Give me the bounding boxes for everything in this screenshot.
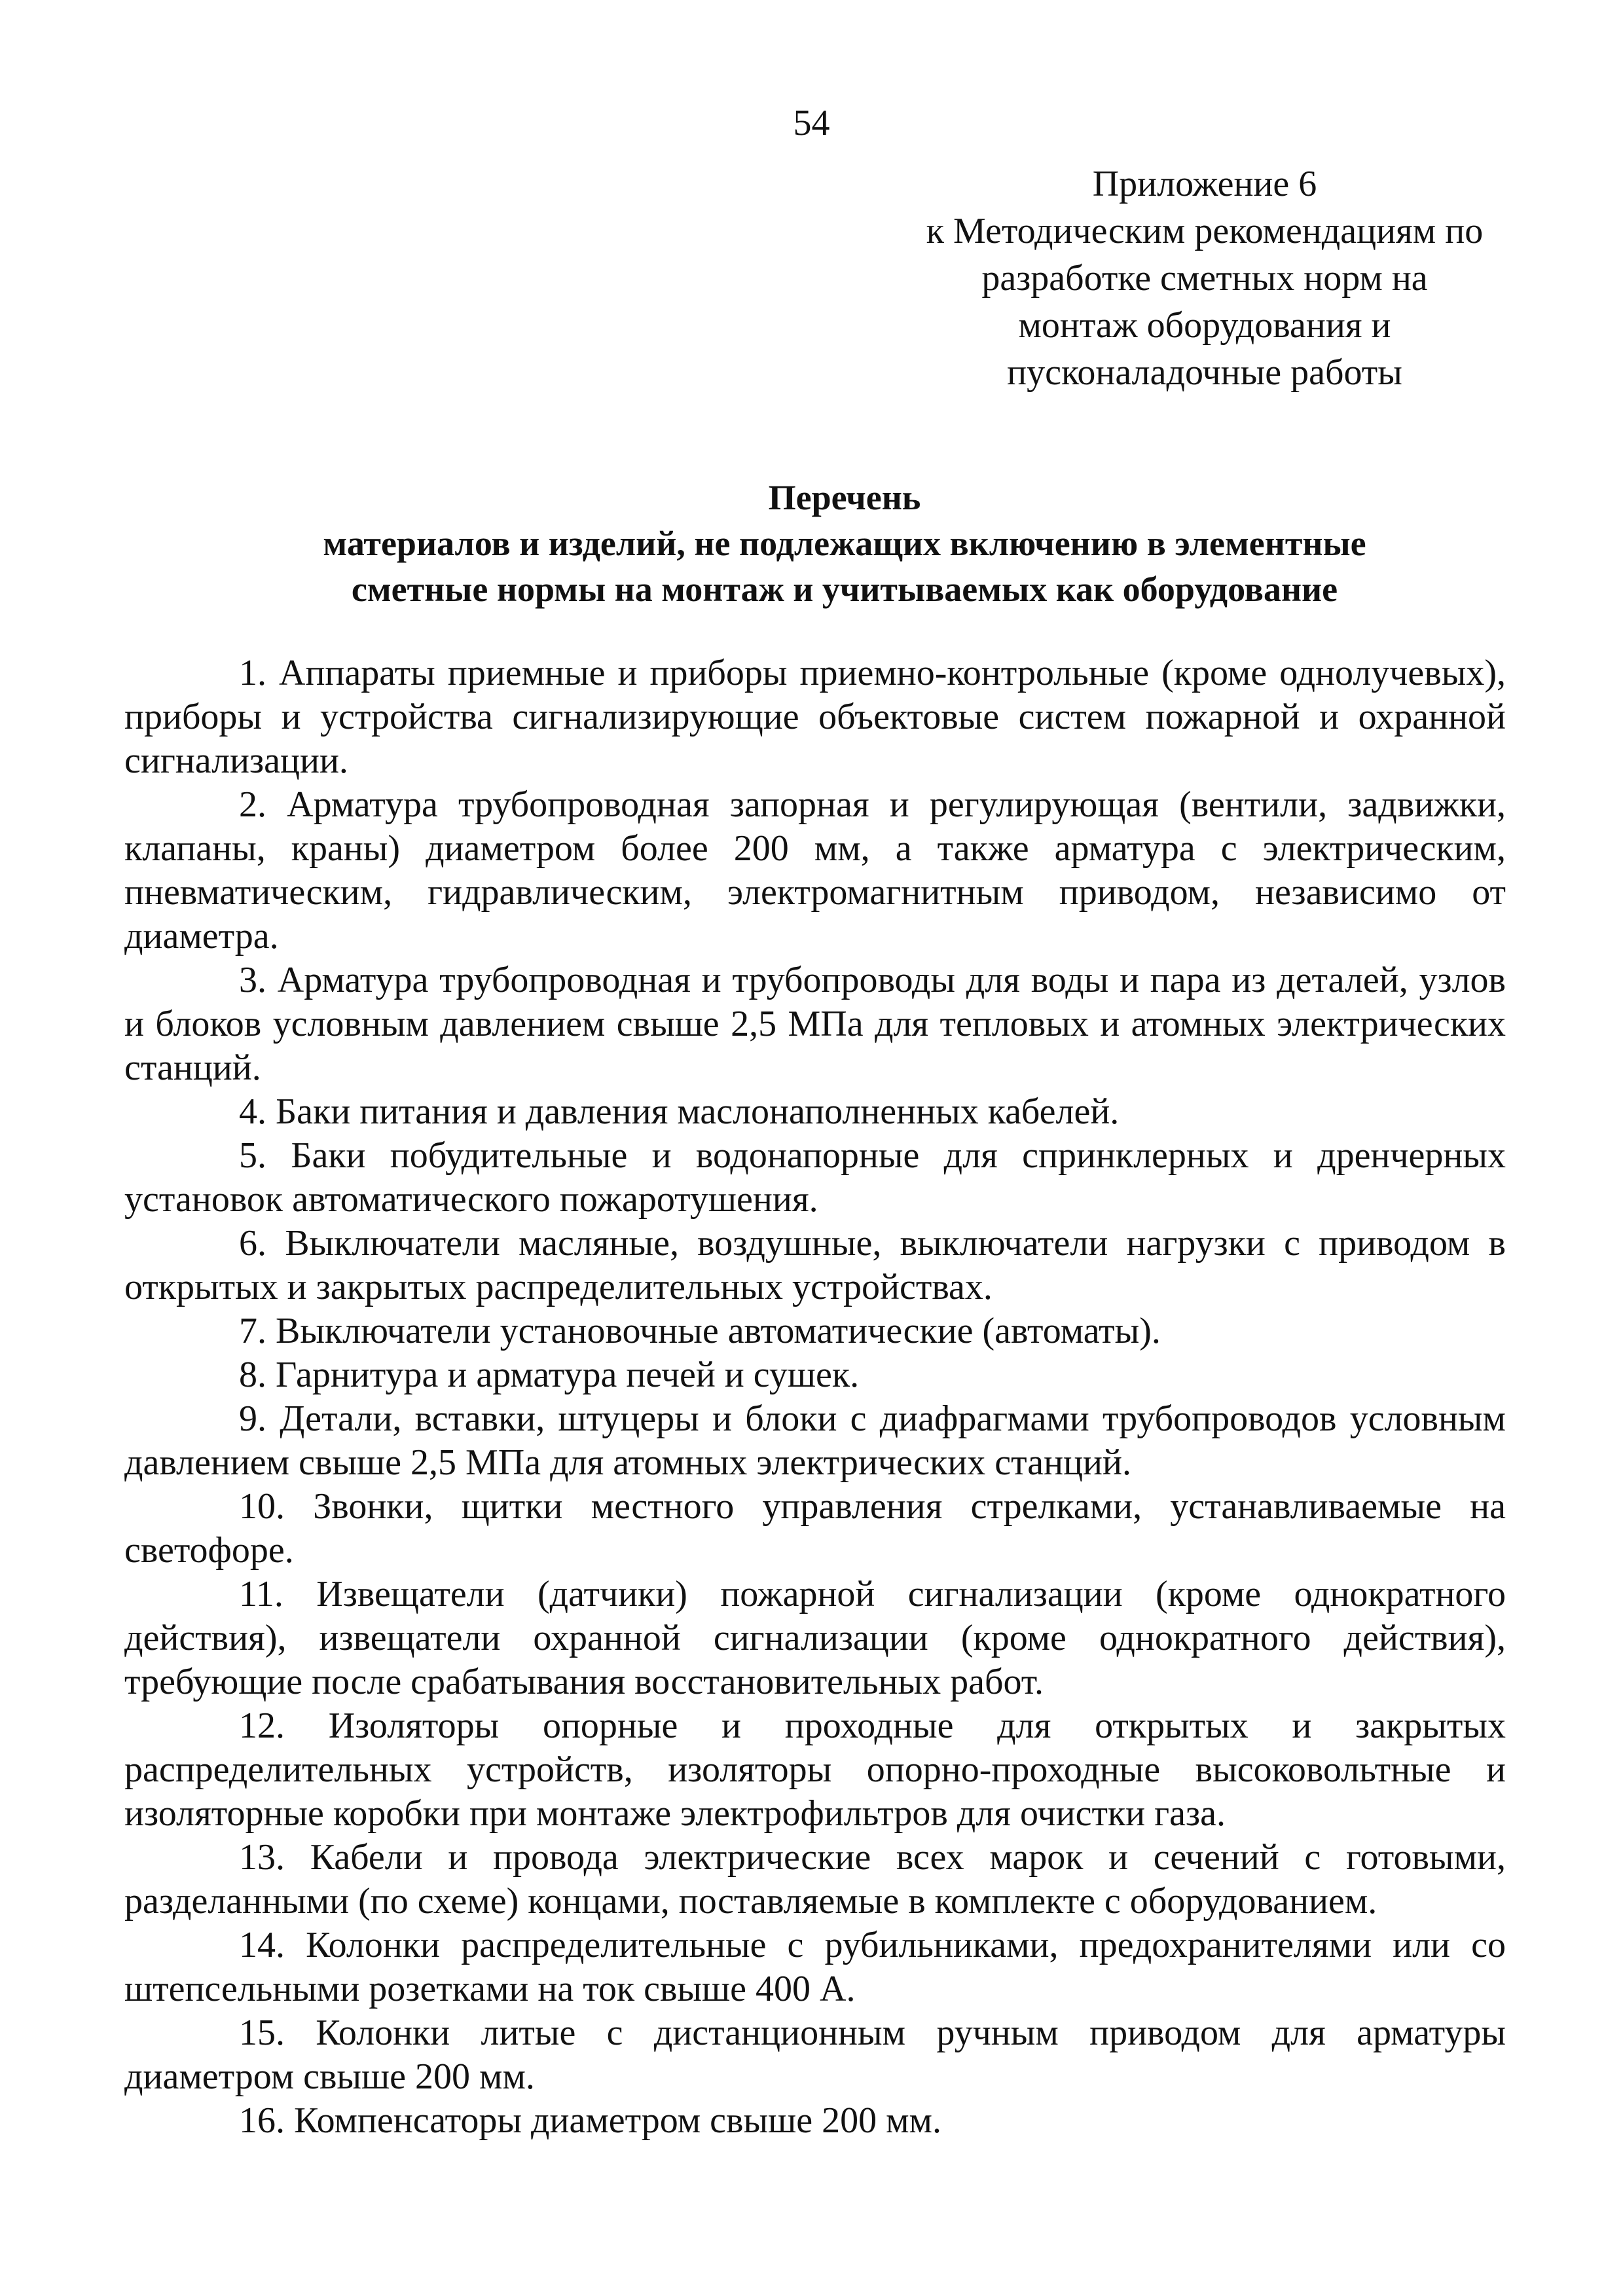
list-item: 8. Гарнитура и арматура печей и сушек.	[239, 1355, 860, 1395]
list-item: 15. Колонки литые с дистанционным ручным приводом для арматуры диаметром свыше 200 мм.	[124, 2013, 1506, 2097]
list-item: 11. Извещатели (датчики) пожарной сигнализации (кроме однократного действия), извещатели охранной сигнализации (кроме однократного действия), требующие после срабатывания восстановительных работ.	[124, 1574, 1506, 1702]
title-subtitle-line: материалов и изделий, не подлежащих включению в элементные	[323, 524, 1366, 563]
list-item: 4. Баки питания и давления маслонаполненных кабелей.	[239, 1091, 1120, 1132]
list-item: 3. Арматура трубопроводная и трубопроводы для воды и пара из деталей, узлов и блоков условным давлением свыше 2,5 МПа для тепловых и атомных электрических станций.	[124, 960, 1506, 1088]
materials-list	[124, 651, 1506, 2143]
appendix-line: Приложение 6	[1092, 164, 1317, 204]
list-item: 16. Компенсаторы диаметром свыше 200 мм.	[239, 2100, 941, 2141]
list-item: 5. Баки побудительные и водонапорные для спринклерных и дренчерных установок автоматического пожаротушения.	[124, 1135, 1506, 1220]
title-subtitle-line: сметные нормы на монтаж и учитываемых как оборудование	[351, 570, 1338, 609]
title-heading: Перечень	[768, 478, 921, 517]
appendix-header	[871, 160, 1539, 396]
appendix-line: монтаж оборудования и	[1018, 305, 1391, 346]
list-item: 6. Выключатели масляные, воздушные, выключатели нагрузки с приводом в открытых и закрытых распределительных устройствах.	[124, 1223, 1506, 1307]
appendix-line: пусконаладочные работы	[1007, 352, 1402, 393]
appendix-line: к Методическим рекомендациям по	[926, 211, 1484, 251]
page-number: 54	[793, 103, 830, 143]
list-item: 9. Детали, вставки, штуцеры и блоки с диафрагмами трубопроводов условным давлением свыше 2,5 МПа для атомных электрических станций.	[124, 1398, 1506, 1483]
list-item: 10. Звонки, щитки местного управления стрелками, устанавливаемые на светофоре.	[124, 1486, 1506, 1571]
list-item: 1. Аппараты приемные и приборы приемно-контрольные (кроме однолучевых), приборы и устройства сигнализирующие объектовые систем пожарной и охранной сигнализации.	[124, 653, 1506, 781]
list-item: 12. Изоляторы опорные и проходные для открытых и закрытых распределительных устройств, изоляторы опорно-проходные высоковольтные и изоляторные коробки при монтаже электрофильтров для очистки газа.	[124, 1705, 1506, 1834]
list-item: 2. Арматура трубопроводная запорная и регулирующая (вентили, задвижки, клапаны, краны) диаметром более 200 мм, а также арматура с электрическим, пневматическим, гидравлическим, электромагнитным приводом, независимо от диаметра.	[124, 784, 1506, 957]
document-title	[131, 475, 1558, 612]
appendix-line: разработке сметных норм на	[981, 258, 1428, 299]
list-item: 14. Колонки распределительные с рубильниками, предохранителями или со штепсельными розетками на ток свыше 400 А.	[124, 1925, 1506, 2009]
list-item: 7. Выключатели установочные автоматические (автоматы).	[239, 1311, 1161, 1351]
list-item: 13. Кабели и провода электрические всех марок и сечений с готовыми, разделанными (по схеме) концами, поставляемые в комплекте с оборудованием.	[124, 1837, 1506, 1922]
